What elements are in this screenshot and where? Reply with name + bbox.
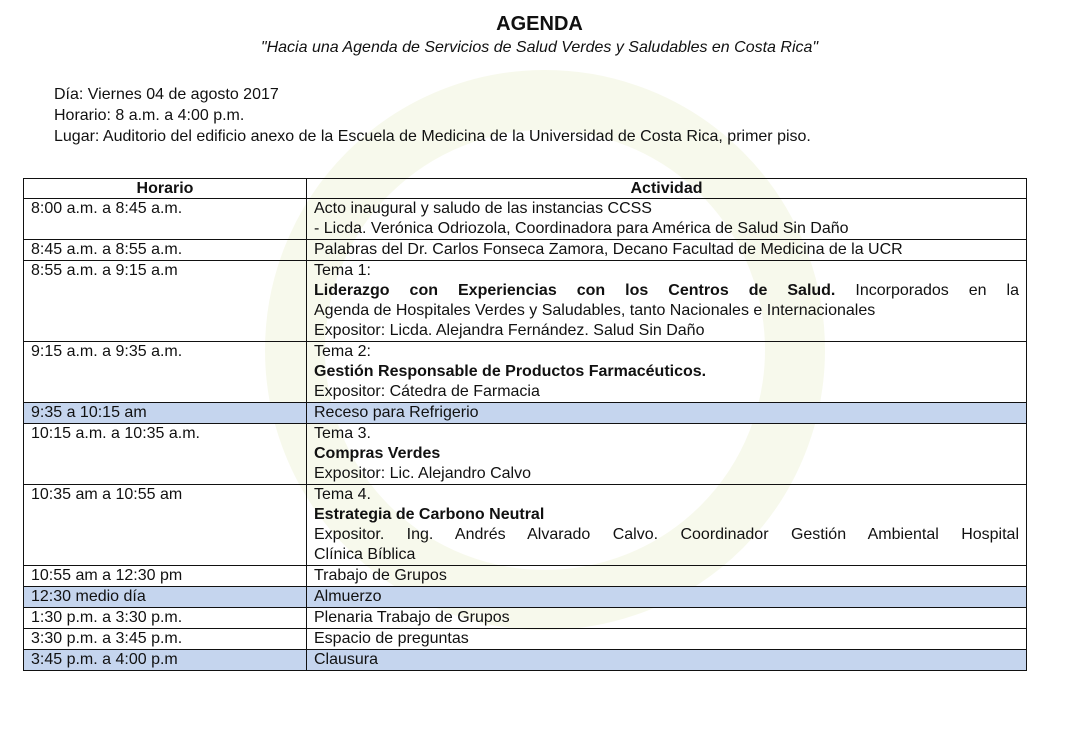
row-time: 8:45 a.m. a 8:55 a.m. [24,240,307,261]
row-time: 10:35 am a 10:55 am [24,485,307,566]
activity-line: Plenaria Trabajo de Grupos [314,609,510,626]
table-row [24,566,1027,587]
page-title: AGENDA [496,13,583,35]
row-activity [307,342,1027,403]
row-time: 3:30 p.m. a 3:45 p.m. [24,629,307,650]
table-row [24,199,1027,240]
activity-line: Clínica Bíblica [314,546,416,563]
activity-line: Tema 4. [314,486,371,503]
event-schedule: Horario: 8 a.m. a 4:00 p.m. [54,107,245,124]
table-row [24,587,1027,608]
activity-line: Tema 3. [314,425,371,442]
table-row [24,240,1027,261]
table-header-row [24,179,1027,199]
event-date: Día: Viernes 04 de agosto 2017 [54,86,279,103]
page-subtitle: "Hacia una Agenda de Servicios de Salud Verdes y Saludables en Costa Rica" [260,39,819,56]
agenda-table [23,178,1027,671]
activity-line: Agenda de Hospitales Verdes y Saludables, tanto Nacionales e Internacionales [314,302,876,319]
activity-line: Compras Verdes [314,445,441,462]
event-info [54,84,811,147]
table-row [24,424,1027,485]
row-time: 3:45 p.m. a 4:00 p.m [24,650,307,671]
activity-line: Gestión Responsable de Productos Farmacéuticos. [314,363,707,380]
activity-line: Expositor. Ing. Andrés Alvarado Calvo. Coordinador Gestión Ambiental Hospital [314,526,1019,543]
activity-line: Liderazgo con Experiencias con los Centros de Salud. Incorporados en la [314,282,1019,299]
column-header-actividad: Actividad [307,179,1027,199]
activity-line: Estrategia de Carbono Neutral [314,506,545,523]
row-activity [307,403,1027,424]
activity-line: Receso para Refrigerio [314,404,479,421]
row-activity [307,650,1027,671]
document-header [0,12,1079,58]
row-activity [307,424,1027,485]
table-row [24,608,1027,629]
activity-line: Tema 2: [314,343,371,360]
activity-line: Espacio de preguntas [314,630,469,647]
event-location: Lugar: Auditorio del edificio anexo de la Escuela de Medicina de la Universidad de Costa Rica, primer piso. [54,128,811,145]
table-row [24,485,1027,566]
row-activity [307,240,1027,261]
activity-line: Expositor: Lic. Alejandro Calvo [314,465,531,482]
row-time: 9:15 a.m. a 9:35 a.m. [24,342,307,403]
activity-line: Acto inaugural y saludo de las instancias CCSS [314,200,652,217]
row-activity [307,199,1027,240]
row-time: 8:55 a.m. a 9:15 a.m [24,261,307,342]
row-time: 1:30 p.m. a 3:30 p.m. [24,608,307,629]
row-time: 12:30 medio día [24,587,307,608]
row-time: 8:00 a.m. a 8:45 a.m. [24,199,307,240]
row-activity [307,261,1027,342]
activity-line: Palabras del Dr. Carlos Fonseca Zamora, Decano Facultad de Medicina de la UCR [314,241,903,258]
activity-line: Expositor: Cátedra de Farmacia [314,383,540,400]
table-row [24,342,1027,403]
activity-line: - Licda. Verónica Odriozola, Coordinadora para América de Salud Sin Daño [314,220,849,237]
activity-line: Almuerzo [314,588,382,605]
activity-line: Expositor: Licda. Alejandra Fernández. Salud Sin Daño [314,322,705,339]
row-activity [307,587,1027,608]
table-row [24,629,1027,650]
table-row [24,261,1027,342]
row-time: 9:35 a 10:15 am [24,403,307,424]
column-header-horario: Horario [24,179,307,199]
row-activity [307,629,1027,650]
row-activity [307,485,1027,566]
row-activity [307,566,1027,587]
row-activity [307,608,1027,629]
activity-line: Trabajo de Grupos [314,567,447,584]
row-time: 10:55 am a 12:30 pm [24,566,307,587]
table-row [24,403,1027,424]
agenda-body [24,199,1027,671]
activity-line: Tema 1: [314,262,371,279]
activity-line: Clausura [314,651,379,668]
table-row [24,650,1027,671]
row-time: 10:15 a.m. a 10:35 a.m. [24,424,307,485]
